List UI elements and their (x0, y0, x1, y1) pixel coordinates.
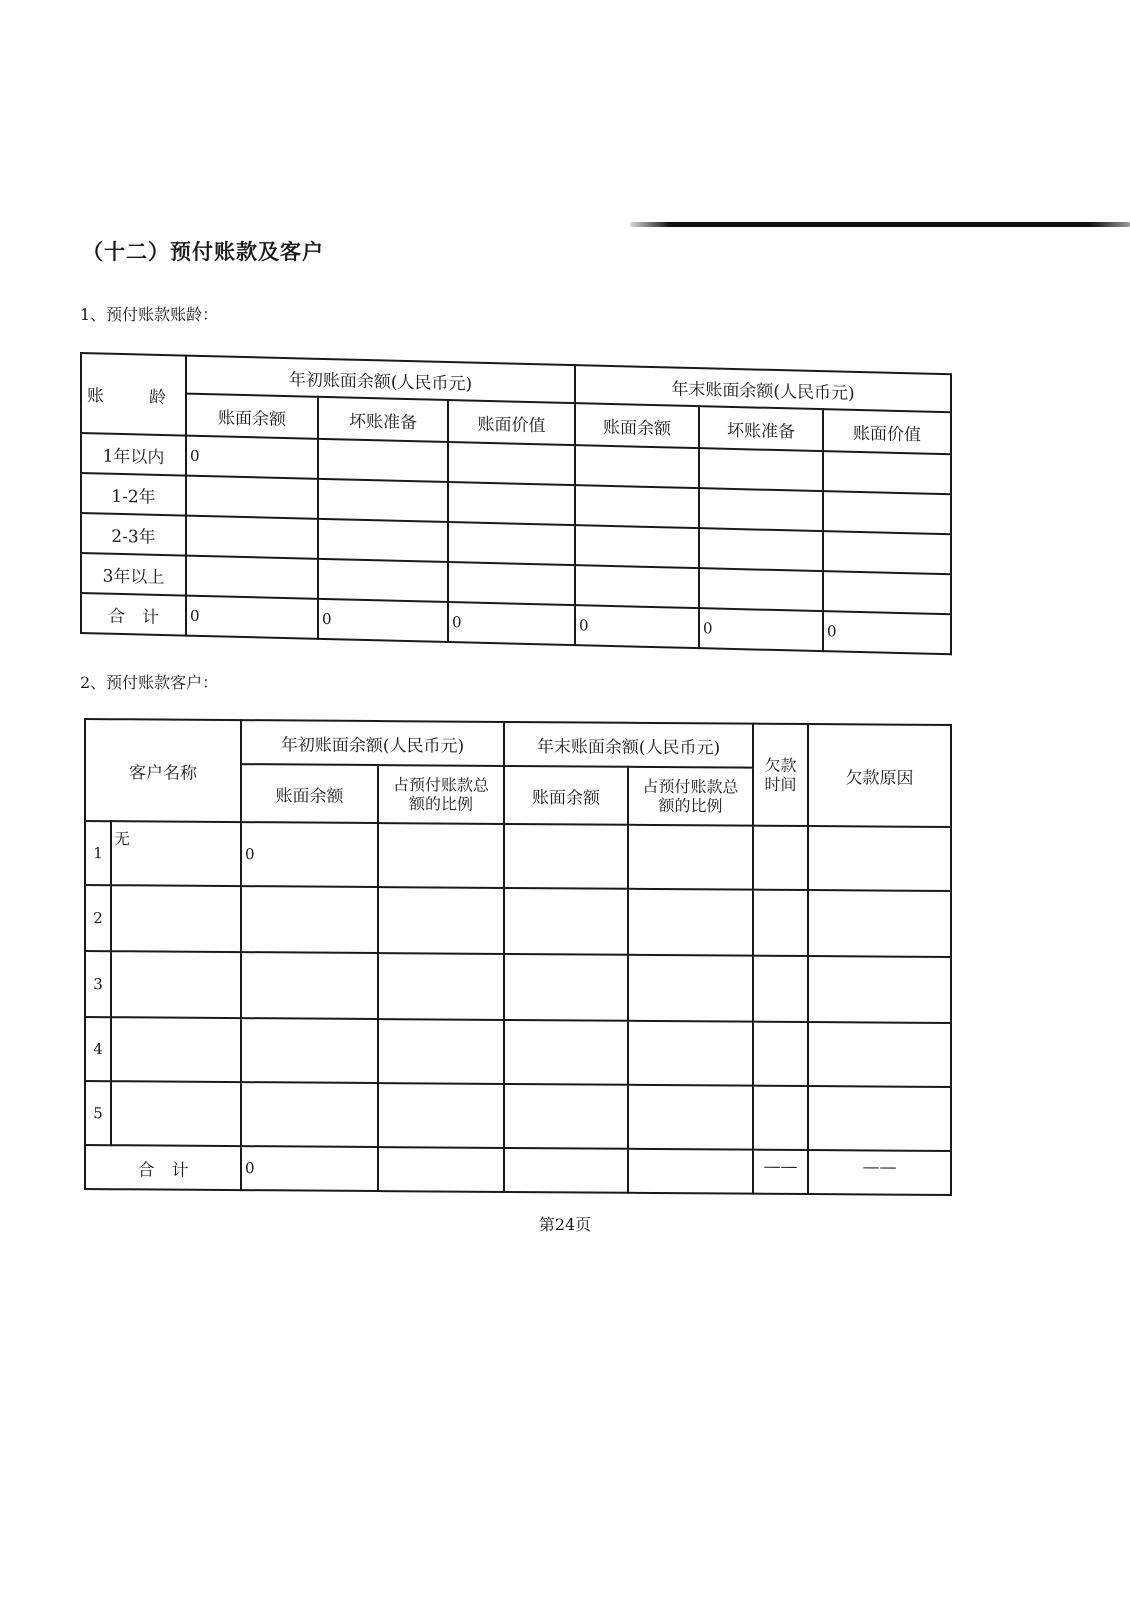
cell-value (808, 890, 951, 957)
cell-value (448, 522, 575, 565)
cell-value (504, 954, 628, 1021)
cell-value (628, 1149, 753, 1194)
opening-group-header: 年初账面余额(人民币元) (186, 356, 575, 404)
cell-value (823, 571, 951, 614)
cell-value (753, 890, 808, 956)
cell-value (504, 1020, 628, 1085)
ratio-line2: 额的比例 (409, 794, 474, 814)
cell-value: 0 (241, 822, 378, 887)
customer-row (85, 951, 951, 1023)
cell-value (753, 1086, 808, 1150)
debt-time-header (753, 724, 808, 826)
section-title: （十二）预付账款及客户 (82, 239, 324, 264)
cell-value (186, 476, 318, 519)
cell-value (628, 1021, 753, 1086)
opening-balance-header: 账面余额 (241, 764, 378, 823)
customer-total-row (85, 1145, 951, 1195)
page-number: 第24页 (538, 1215, 592, 1234)
cell-value (378, 823, 504, 888)
cell-value (628, 955, 753, 1022)
cell-value (241, 886, 378, 953)
cell-value (823, 531, 951, 574)
cell-value: 0 (241, 1146, 378, 1191)
cell-value (241, 1082, 378, 1147)
row-index: 3 (85, 951, 111, 1017)
cell-value (808, 1086, 951, 1151)
closing-balance-header: 账面余额 (504, 766, 628, 825)
customer-name: 无 (111, 821, 241, 886)
closing-bad-debt-header: 坏账准备 (699, 406, 823, 451)
cell-value (318, 559, 448, 602)
age-label: 3年以上 (81, 553, 186, 596)
cell-value (753, 826, 808, 890)
ratio-line1: 占预付账款总 (393, 775, 490, 795)
cell-value (448, 482, 575, 525)
cell-value (318, 479, 448, 522)
cell-value (504, 824, 628, 889)
closing-net-header: 账面价值 (823, 409, 951, 454)
cell-value (808, 1022, 951, 1087)
closing-group-header: 年末账面余额(人民币元) (575, 365, 951, 412)
cell-value (575, 565, 699, 608)
scan-edge-rule (630, 222, 1130, 227)
cell-value (318, 519, 448, 562)
cell-value (628, 825, 753, 890)
debt-time-line1: 欠款 (764, 755, 797, 775)
cell-value (448, 442, 575, 485)
age-header: 账 龄 (81, 353, 186, 436)
cell-value (699, 448, 823, 491)
row-index: 4 (85, 1017, 111, 1081)
customer-name (111, 951, 241, 1018)
opening-ratio-header (378, 765, 504, 824)
cell-value (186, 516, 318, 559)
customer-name (111, 1017, 241, 1082)
cell-value (378, 887, 504, 954)
closing-group-header: 年末账面余额(人民币元) (504, 722, 753, 768)
age-label: 1年以内 (81, 433, 186, 476)
cell-value (628, 889, 753, 956)
cell-value (504, 1084, 628, 1149)
cell-value (808, 956, 951, 1023)
aging-table (80, 352, 952, 655)
cell-value: 0 (575, 605, 699, 648)
cell-value (318, 439, 448, 482)
customer-row (85, 1081, 951, 1151)
cell-dash: —— (808, 1150, 951, 1195)
row-index: 1 (85, 821, 111, 885)
cell-value (241, 952, 378, 1019)
cell-value (699, 568, 823, 611)
customer-name-header: 客户名称 (85, 719, 241, 822)
cell-value (448, 562, 575, 605)
age-label: 2-3年 (81, 513, 186, 556)
total-label: 合 计 (81, 593, 186, 636)
cell-value (699, 528, 823, 571)
row-index: 5 (85, 1081, 111, 1145)
closing-ratio-header (628, 767, 753, 826)
cell-value: 0 (699, 608, 823, 651)
cell-value (575, 525, 699, 568)
cell-value (378, 1147, 504, 1192)
customer-row (85, 1017, 951, 1087)
age-label: 1-2年 (81, 473, 186, 516)
customer-table (84, 718, 952, 1196)
cell-value (186, 556, 318, 599)
debt-time-line2: 时间 (764, 774, 797, 794)
cell-value: 0 (823, 611, 951, 654)
opening-net-header: 账面价值 (448, 400, 575, 445)
cell-value (575, 445, 699, 488)
opening-group-header: 年初账面余额(人民币元) (241, 720, 504, 766)
cell-value: 0 (186, 436, 318, 479)
cell-value (753, 956, 808, 1022)
debt-reason-header: 欠款原因 (808, 724, 951, 827)
cell-value (378, 1019, 504, 1084)
opening-bad-debt-header: 坏账准备 (318, 397, 448, 442)
cell-value (628, 1085, 753, 1150)
total-label: 合 计 (85, 1145, 241, 1190)
customer-name (111, 1081, 241, 1146)
cell-value (504, 888, 628, 955)
cell-value (378, 953, 504, 1020)
cell-value (823, 451, 951, 494)
customer-subtitle: 2、预付账款客户： (80, 673, 219, 692)
cell-value (241, 1018, 378, 1083)
customer-row (85, 821, 951, 891)
cell-value: 0 (448, 602, 575, 645)
cell-value (575, 485, 699, 528)
cell-dash: —— (753, 1150, 808, 1194)
cell-value: 0 (318, 599, 448, 642)
cell-value (808, 826, 951, 891)
customer-name (111, 885, 241, 952)
ratio-line1: 占预付账款总 (642, 776, 739, 797)
cell-value: 0 (186, 596, 318, 639)
cell-value (753, 1022, 808, 1086)
cell-value (699, 488, 823, 531)
cell-value (823, 491, 951, 534)
cell-value (378, 1083, 504, 1148)
opening-balance-header: 账面余额 (186, 394, 318, 439)
cell-value (504, 1148, 628, 1193)
row-index: 2 (85, 885, 111, 951)
closing-balance-header: 账面余额 (575, 403, 699, 448)
ratio-line2: 额的比例 (658, 796, 723, 816)
aging-subtitle: 1、预付账款账龄： (80, 305, 219, 324)
customer-row (85, 885, 951, 957)
